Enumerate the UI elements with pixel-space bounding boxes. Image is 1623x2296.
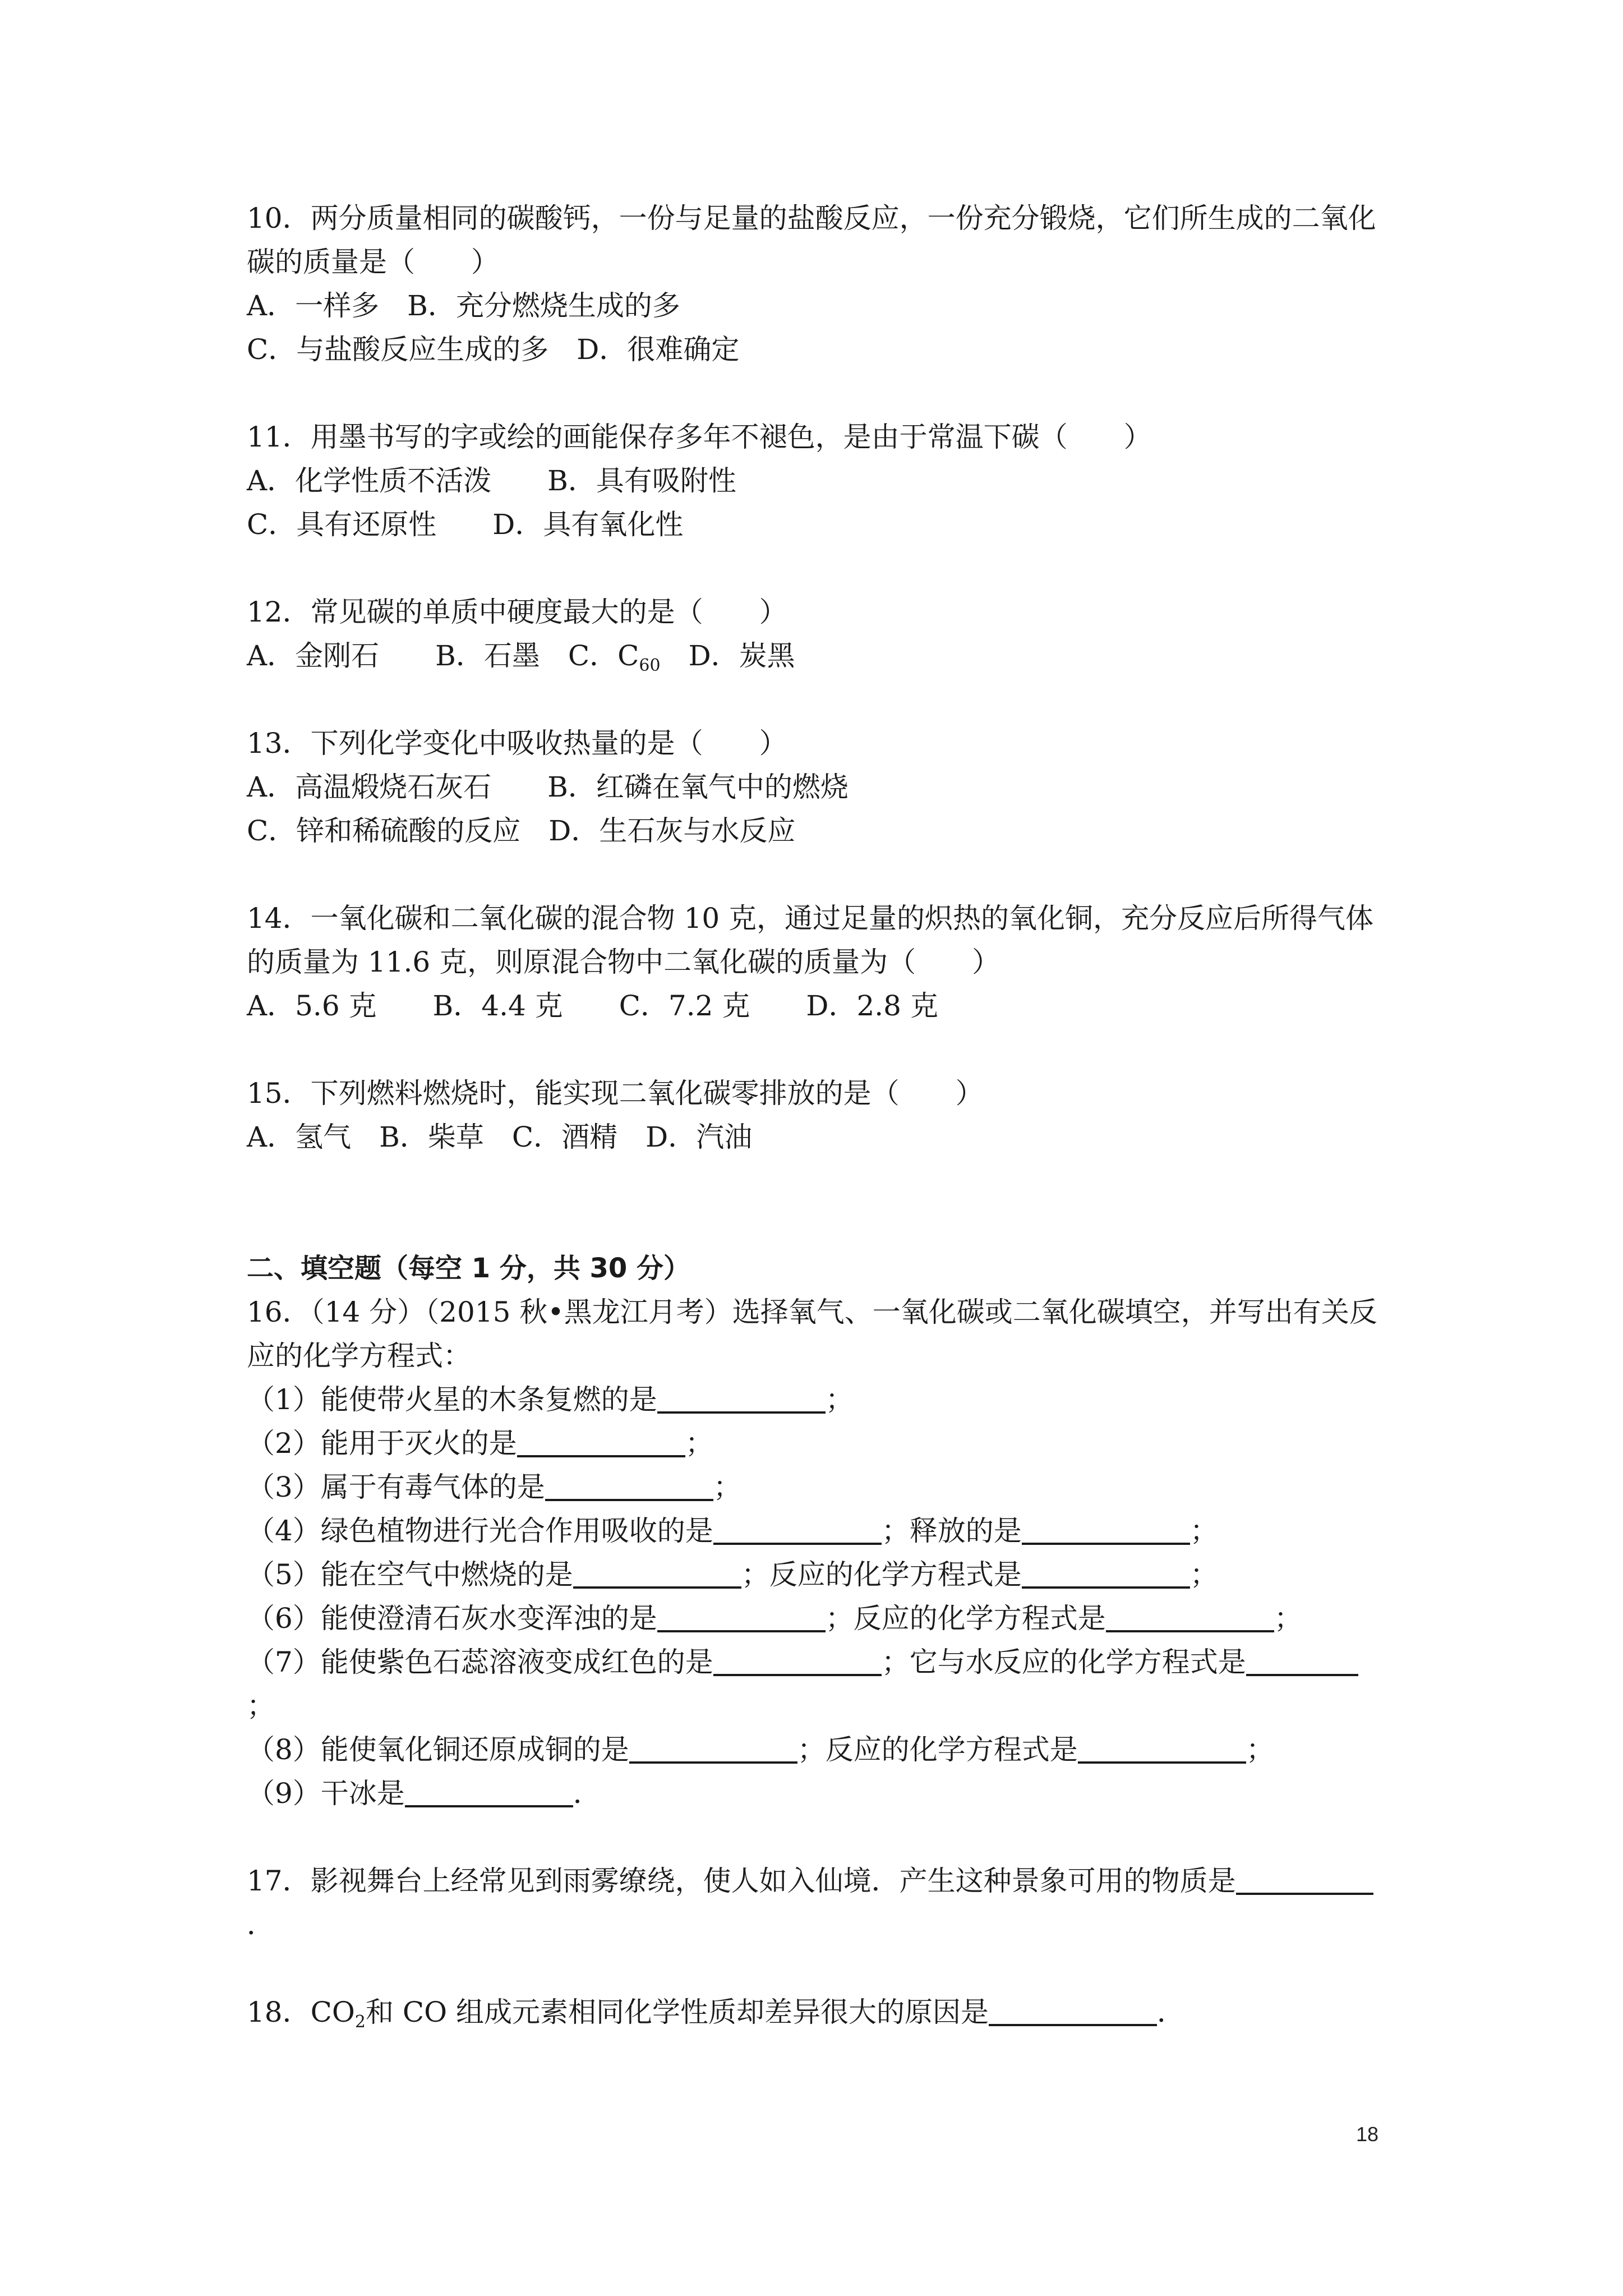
q18-stem-text: 和 CO 组成元素相同化学性质却差异很大的原因是: [365, 1996, 989, 2028]
q15-option-b: B．柴草: [379, 1121, 484, 1153]
period: ．: [247, 1908, 275, 1941]
answer-blank[interactable]: [657, 1605, 826, 1632]
q10-stem-line2: 碳的质量是（ ）: [247, 246, 499, 278]
answer-blank[interactable]: [629, 1737, 797, 1764]
q13-options-row2: [247, 809, 1391, 853]
q15-option-d: D．汽油: [645, 1121, 753, 1153]
q14-options-row: [247, 984, 1391, 1028]
page-content: [247, 196, 1391, 2034]
q12-stem: 12．常见碳的单质中硬度最大的是（ ）: [247, 596, 787, 628]
q16-part-4-text-b: ；释放的是: [881, 1515, 1022, 1547]
q16-part-7-text-b: ；它与水反应的化学方程式是: [881, 1646, 1246, 1678]
q11-options-row1: [247, 459, 1391, 503]
answer-blank[interactable]: [1078, 1737, 1246, 1764]
q16-part-8: [247, 1728, 1391, 1772]
semicolon: ；: [1189, 1558, 1218, 1591]
section-2-heading: 二、填空题（每空 1 分，共 30 分）: [247, 1253, 691, 1284]
q10-options-row1: [247, 284, 1391, 328]
q16-part-6: [247, 1596, 1391, 1640]
q18-subscript: 2: [354, 2012, 366, 2032]
q10-option-d: D．很难确定: [577, 333, 740, 366]
q14-stem-line1: 14．一氧化碳和二氧化碳的混合物 10 克，通过足量的炽热的氧化铜，充分反应后所得气体: [247, 902, 1374, 935]
semicolon: ；: [1274, 1602, 1302, 1635]
q12-option-c-text: C．C: [568, 639, 639, 672]
q14-option-c: C．7.2 克: [619, 990, 750, 1022]
semicolon: ；: [1246, 1733, 1274, 1766]
q16-part-6-text-a: （6）能使澄清石灰水变浑浊的是: [247, 1602, 657, 1635]
period: ．: [1157, 1996, 1186, 2028]
q16-part-9: [247, 1772, 1391, 1815]
q16-part-5: [247, 1553, 1391, 1596]
q13-option-c: C．锌和稀硫酸的反应: [247, 815, 521, 847]
q16-part-1: [247, 1378, 1391, 1421]
q16-part-8-text-b: ；反应的化学方程式是: [797, 1733, 1078, 1766]
q16-part-9-text: （9）干冰是: [247, 1777, 405, 1810]
q11-option-c: C．具有还原性: [247, 508, 437, 541]
q16-part-7-text-a: （7）能使紫色石蕊溶液变成红色的是: [247, 1646, 713, 1678]
q11-option-d: D．具有氧化性: [492, 508, 684, 541]
q13-options-row1: [247, 765, 1391, 809]
answer-blank[interactable]: [1246, 1649, 1358, 1676]
q10-stem-line1: 10．两分质量相同的碳酸钙，一份与足量的盐酸反应，一份充分锻烧，它们所生成的二氧化: [247, 202, 1376, 234]
q10-option-c: C．与盐酸反应生成的多: [247, 333, 549, 366]
q16-part-2-text: （2）能用于灭火的是: [247, 1427, 517, 1460]
q10-option-b: B．充分燃烧生成的多: [407, 289, 680, 322]
answer-blank[interactable]: [517, 1430, 685, 1457]
q14-stem-line2: 的质量为 11.6 克，则原混合物中二氧化碳的质量为（ ）: [247, 946, 1000, 978]
q13-stem: 13．下列化学变化中吸收热量的是（ ）: [247, 727, 787, 760]
q11-stem: 11．用墨书写的字或绘的画能保存多年不褪色，是由于常温下碳（ ）: [247, 421, 1152, 453]
q16-part-2: [247, 1421, 1391, 1465]
q16-part-4-text-a: （4）绿色植物进行光合作用吸收的是: [247, 1515, 713, 1547]
q17-stem-text: 17．影视舞台上经常见到雨雾缭绕，使人如入仙境．产生这种景象可用的物质是: [247, 1865, 1236, 1897]
q14-option-b: B．4.4 克: [432, 990, 563, 1022]
semicolon: ；: [713, 1471, 741, 1503]
q12-option-b: B．石墨: [435, 639, 540, 672]
answer-blank[interactable]: [1106, 1605, 1274, 1632]
q15-stem: 15．下列燃料燃烧时，能实现二氧化碳零排放的是（ ）: [247, 1077, 984, 1110]
semicolon: ；: [685, 1427, 713, 1460]
answer-blank[interactable]: [657, 1387, 826, 1414]
q11-option-a: A．化学性质不活泼: [247, 464, 492, 497]
q15-options-row: [247, 1115, 1391, 1159]
page-number: 18: [1356, 2123, 1379, 2146]
q10-option-a: A．一样多: [247, 289, 380, 322]
q18-prefix: 18．CO: [247, 1996, 355, 2028]
q13-option-d: D．生石灰与水反应: [548, 815, 796, 847]
q11-options-row2: [247, 503, 1391, 546]
period: ．: [573, 1777, 601, 1810]
answer-blank[interactable]: [1236, 1868, 1373, 1895]
q14-option-d: D．2.8 克: [806, 990, 938, 1022]
q12-options-row: [247, 634, 1391, 678]
answer-blank[interactable]: [989, 1999, 1157, 2026]
q16-part-5-text-a: （5）能在空气中燃烧的是: [247, 1558, 573, 1591]
answer-blank[interactable]: [1022, 1562, 1190, 1589]
q14-option-a: A．5.6 克: [247, 990, 377, 1022]
q16-part-3-text: （3）属于有毒气体的是: [247, 1471, 545, 1503]
answer-blank[interactable]: [713, 1518, 882, 1545]
q16-part-6-text-b: ；反应的化学方程式是: [825, 1602, 1106, 1635]
q18-stem: [247, 1990, 1391, 2034]
semicolon: ；: [825, 1383, 854, 1416]
q16-stem-line1: 16．（14 分）（2015 秋•黑龙江月考）选择氧气、一氧化碳或二氧化碳填空，并写出有关反: [247, 1296, 1377, 1328]
answer-blank[interactable]: [713, 1649, 882, 1676]
answer-blank[interactable]: [405, 1780, 573, 1807]
q10-options-row2: [247, 328, 1391, 371]
q12-option-c: [568, 634, 661, 678]
q13-option-a: A．高温煅烧石灰石: [247, 771, 492, 803]
q16-part-7-continued: [247, 1684, 1391, 1728]
q16-part-4: [247, 1509, 1391, 1553]
q11-option-b: B．具有吸附性: [547, 464, 736, 497]
q16-part-5-text-b: ；反应的化学方程式是: [741, 1558, 1022, 1591]
q12-option-d: D．炭黑: [688, 639, 795, 672]
q17-stem-continued: [247, 1903, 1391, 1947]
q16-part-3: [247, 1465, 1391, 1509]
answer-blank[interactable]: [1022, 1518, 1190, 1545]
q15-option-c: C．酒精: [511, 1121, 618, 1153]
q16-part-7: [247, 1640, 1391, 1684]
q12-option-c-subscript: 60: [639, 656, 661, 675]
semicolon: ；: [1189, 1515, 1218, 1547]
q16-part-8-text-a: （8）能使氧化铜还原成铜的是: [247, 1733, 629, 1766]
q13-option-b: B．红磷在氧气中的燃烧: [547, 771, 849, 803]
q16-stem-line2: 应的化学方程式：: [247, 1340, 471, 1372]
q16-part-1-text: （1）能使带火星的木条复燃的是: [247, 1383, 657, 1416]
answer-blank[interactable]: [573, 1562, 741, 1589]
q15-option-a: A．氢气: [247, 1121, 352, 1153]
q12-option-a: A．金刚石: [247, 639, 380, 672]
q17-stem: [247, 1859, 1391, 1903]
answer-blank[interactable]: [545, 1474, 713, 1501]
semicolon: ；: [247, 1690, 275, 1722]
